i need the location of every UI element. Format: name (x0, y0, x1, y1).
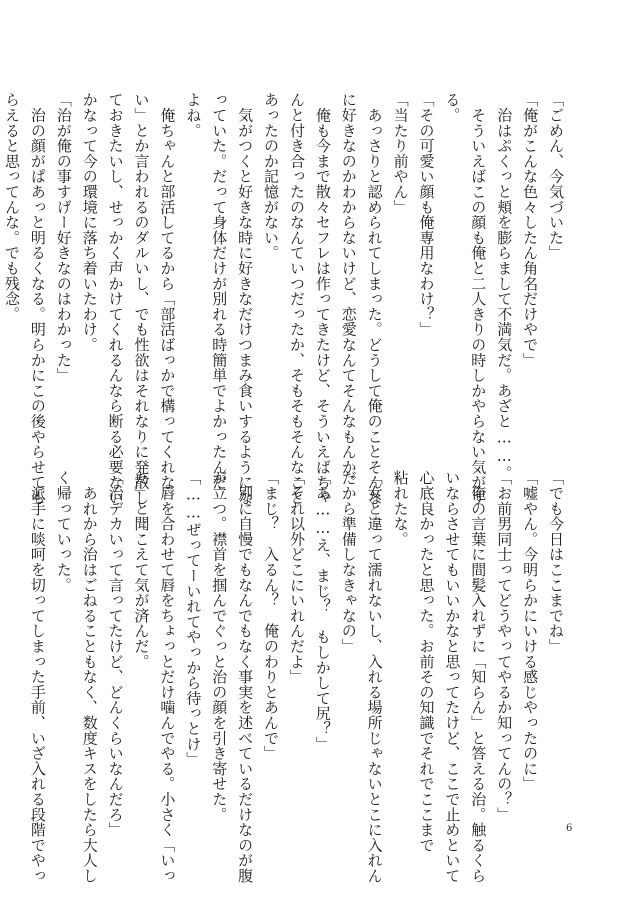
text-line: が立つ。襟首を掴んでぐっと治の顔を引き寄せた。 (210, 470, 229, 822)
text-line: に好きなのかわからないけど、恋愛なんてそんなもんか。 (339, 92, 358, 490)
text-line: 気がつくと好きな時に好きなだけつまみ食いするようにな (236, 92, 255, 506)
text-line: よね。 (184, 92, 203, 138)
text-line: 治の顔がぱあっと明るくなる。明らかにこの後やらせても (28, 92, 47, 506)
text-line: く帰っていった。 (54, 470, 73, 593)
text-line: 「お前男同士ってどうやってやるか知ってんの？」 (495, 470, 514, 822)
text-block-bottom (24, 470, 568, 884)
text-line: る。 (443, 92, 462, 123)
text-line: 「嘘やん。今明らかにいける感じやったのに」 (521, 470, 540, 792)
text-line: 俺ちゃんと部活してるから「部活ばっかで構ってくれな (158, 92, 177, 490)
text-line: ておきたいし、せっかく声かけてくれるんなら断る必要ない (106, 92, 125, 506)
text-line: だから準備しなきゃなの」 (339, 470, 358, 654)
text-line: 治はぷくっと頬を膨らまして不満気だ。あざと……。 (495, 92, 514, 481)
text-line: んと付き合ったのなんていつだったか、そもそもそんなこと (287, 92, 306, 506)
text-line: 俺の言葉に間髪入れずに「知らん」と答える治。触るくら (469, 470, 488, 884)
text-line: 粘れたな。 (391, 470, 410, 547)
text-line: 別に自慢でもなんでもなく事実を述べているだけなのが腹 (236, 470, 255, 884)
text-line: そういえばこの顔も俺と二人きりの時しかやらない気がす (469, 92, 488, 506)
text-line: あれから治はごねることもなく、数度キスをしたら大人し (80, 470, 99, 884)
text-line: あっさりと認められてしまった。どうして俺のことそんな (365, 92, 384, 506)
text-line: あったのか記憶がない。 (262, 92, 281, 261)
text-line: 派手に啖呵を切ってしまった手前、いざ入れる段階でやっ (28, 470, 47, 884)
text-line: 「あ……え、まじ？ もしかして尻？」 (313, 470, 332, 752)
text-line: 「治デカいって言ってたけど、どんくらいなんだろ」 (106, 470, 125, 838)
text-line: 「その可愛い顔も俺専用なわけ？」 (417, 92, 436, 337)
text-line: 「まじ？ 入るん？ 俺のわりとあんで」 (262, 470, 281, 761)
text-line: らえると思ってんな。でも残念。 (2, 92, 21, 322)
text-block-top (0, 92, 568, 506)
text-line: 「……ぜってーいれてやっから待っとけ」 (184, 470, 203, 767)
text-line: 「女と違って濡れないし、入れる場所じゃないとこに入れん (365, 470, 384, 884)
text-line: っていた。だって身体だけが別れる時簡単でよかったんだ (210, 92, 229, 490)
page-number: 6 (566, 823, 573, 834)
text-line: いならさせてもいいかなと思ってたけど、ここで止めといて (443, 470, 462, 884)
text-line: 「治が俺の事すげー好きなのはわかった」 (54, 92, 73, 383)
text-line: 「俺がこんな色々したん角名だけやで」 (521, 92, 540, 368)
text-line: かなって今の環境に落ち着いたわけ。 (80, 92, 99, 353)
text-line: 心底良かったと思った。お前その知識でそれでここまで (417, 470, 436, 853)
text-line: た」と聞こえて気が済んだ。 (132, 470, 151, 669)
text-line: 「でも今日はここまでね」 (547, 470, 565, 654)
text-line: 「当たり前やん」 (391, 92, 410, 215)
text-line: 「ごめん、今気づいた」 (547, 92, 565, 261)
text-line: 「それ以外どこにいれんだよ」 (287, 470, 306, 685)
text-line: 俺も今まで散々セフレは作ってきたけど、そういえばちゃ (313, 92, 332, 506)
text-line: い」とか言われるのダルいし、でも性欲はそれなりに発散し (132, 92, 151, 506)
text-line: 唇を合わせて唇をちょっとだけ噛んでやる。小さく「いっ (158, 470, 177, 884)
